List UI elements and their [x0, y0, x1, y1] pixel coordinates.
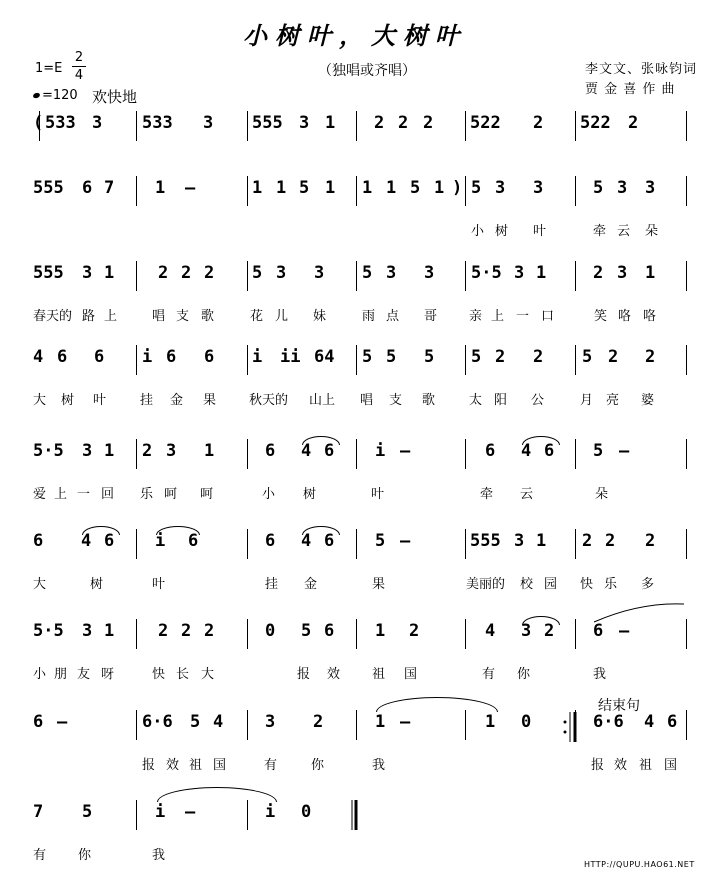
note: 7	[33, 802, 44, 822]
note: 5	[301, 621, 312, 641]
note: 1	[204, 441, 215, 461]
note: 2	[374, 113, 385, 133]
lyric: 小	[33, 667, 47, 682]
lyric: 效	[327, 667, 341, 682]
lyric: 我	[152, 848, 166, 863]
note: 2	[593, 263, 604, 283]
lyric: 一	[77, 487, 91, 502]
lyric: 阳	[494, 393, 508, 408]
note: –	[185, 802, 196, 822]
note: 2	[398, 113, 409, 133]
lyric: 支	[176, 309, 190, 324]
note: 6	[188, 531, 199, 551]
lyric: 祖	[639, 758, 653, 773]
note: 6·6	[593, 712, 624, 732]
expression-marking: 欢快地	[92, 88, 138, 106]
note: 1	[155, 178, 166, 198]
lyric: 校	[520, 577, 534, 592]
lyric: 亮	[606, 393, 620, 408]
note: 2	[158, 621, 169, 641]
note: 5	[190, 712, 201, 732]
note: 2	[142, 441, 153, 461]
lyric: 我	[372, 758, 386, 773]
lyric: 长	[176, 667, 190, 682]
note: 1	[252, 178, 263, 198]
tempo-value: =120	[42, 88, 78, 103]
lyric: 你	[78, 848, 92, 863]
lyric: 呵	[200, 487, 214, 502]
note: 5	[593, 441, 604, 461]
lyric: 我	[593, 667, 607, 682]
lyric: 有	[33, 848, 47, 863]
note: 3	[82, 621, 93, 641]
lyric: 上	[54, 487, 68, 502]
note: 555	[33, 178, 64, 198]
note: –	[400, 712, 411, 732]
note: 3	[495, 178, 506, 198]
note: –	[57, 712, 68, 732]
note: 6	[166, 347, 177, 367]
note: 2	[608, 347, 619, 367]
note: 3	[514, 531, 525, 551]
note: 4	[644, 712, 655, 732]
lyric: 太	[469, 393, 483, 408]
footer-url: HTTP://QUPU.HAO61.NET	[584, 860, 695, 869]
lyric: 一	[516, 309, 530, 324]
note: 4	[81, 531, 92, 551]
note: 5	[386, 347, 397, 367]
lyric: 你	[311, 758, 325, 773]
note: 6	[544, 441, 555, 461]
lyric: 树	[495, 224, 509, 239]
lyric: 报	[297, 667, 311, 682]
lyric: 报	[591, 758, 605, 773]
note: 2	[204, 263, 215, 283]
note: –	[619, 441, 630, 461]
performance-note: （独唱或齐唱）	[318, 63, 416, 79]
note: 3	[92, 113, 103, 133]
lyric: 大	[33, 577, 47, 592]
note: 2	[582, 531, 593, 551]
note: 5	[362, 347, 373, 367]
note: 1	[375, 712, 386, 732]
note: 1	[325, 113, 336, 133]
lyric: 爱	[33, 487, 47, 502]
note: 5	[362, 263, 373, 283]
note: 1	[104, 621, 115, 641]
lyric: 叶	[152, 577, 166, 592]
note: 5·5	[33, 441, 64, 461]
lyric: 笑	[594, 309, 608, 324]
note: 3	[166, 441, 177, 461]
note: 1	[276, 178, 287, 198]
note: i	[142, 347, 153, 367]
note: 5	[582, 347, 593, 367]
note: 6	[265, 531, 276, 551]
note: 2	[645, 347, 656, 367]
note: 2	[605, 531, 616, 551]
note: 7	[104, 178, 115, 198]
note: 4	[33, 347, 44, 367]
lyric: 果	[372, 577, 386, 592]
note: 0	[265, 621, 276, 641]
lyric: 树	[61, 393, 75, 408]
note: 0	[301, 802, 312, 822]
note: 1	[325, 178, 336, 198]
note: 3	[514, 263, 525, 283]
note: 522	[470, 113, 501, 133]
note: 6	[324, 621, 335, 641]
note: 555	[33, 263, 64, 283]
note: 3	[203, 113, 214, 133]
note: 2	[181, 621, 192, 641]
lyric: 山上	[309, 393, 336, 408]
note: 6	[33, 712, 44, 732]
lyric: 国	[664, 758, 678, 773]
note: 6	[94, 347, 105, 367]
note: 1	[104, 441, 115, 461]
note: 3	[533, 178, 544, 198]
note: 5	[424, 347, 435, 367]
lyric: 大	[201, 667, 215, 682]
lyric: 儿	[275, 309, 289, 324]
composer-credit: 贾 金 喜 作 曲	[585, 82, 676, 97]
note: 3	[82, 441, 93, 461]
note: 6	[667, 712, 678, 732]
note: 6	[204, 347, 215, 367]
note: 533	[142, 113, 173, 133]
note: 2	[533, 113, 544, 133]
lyric: 歌	[201, 309, 215, 324]
lyric: 报	[142, 758, 156, 773]
song-title: 小树叶，大树叶	[243, 21, 467, 50]
lyric: 挂	[265, 577, 279, 592]
lyric: 你	[517, 667, 531, 682]
note: 522	[580, 113, 611, 133]
note: 6	[104, 531, 115, 551]
lyric: 树	[303, 487, 317, 502]
lyric: 支	[389, 393, 403, 408]
lyric: 牵	[593, 224, 607, 239]
note: 3	[521, 621, 532, 641]
note: 3	[299, 113, 310, 133]
lyric: 牵	[480, 487, 494, 502]
note: 6	[485, 441, 496, 461]
lyric: 公	[531, 393, 545, 408]
note: 533	[45, 113, 76, 133]
lyric: 效	[614, 758, 628, 773]
note: 4	[213, 712, 224, 732]
note: 4	[301, 531, 312, 551]
lyric: 点	[386, 309, 400, 324]
lyric: 金	[170, 393, 184, 408]
note: 4	[485, 621, 496, 641]
lyric: 雨	[362, 309, 376, 324]
lyricist-credit: 李文文、张咏钧词	[585, 62, 698, 77]
note: 2	[423, 113, 434, 133]
note: 5	[593, 178, 604, 198]
note: 6	[82, 178, 93, 198]
note: 1	[362, 178, 373, 198]
lyric: 口	[541, 309, 555, 324]
lyric: 效	[166, 758, 180, 773]
note: 1	[375, 621, 386, 641]
note: 5	[471, 178, 482, 198]
note: 3	[617, 263, 628, 283]
lyric: 有	[264, 758, 278, 773]
note: i	[375, 441, 386, 461]
note: 6	[33, 531, 44, 551]
note: 1	[645, 263, 656, 283]
key-signature: 1=E	[35, 61, 63, 76]
lyric: 金	[304, 577, 318, 592]
note: 2	[495, 347, 506, 367]
lyric: 快	[152, 667, 166, 682]
note: i	[155, 531, 166, 551]
note: 5	[375, 531, 386, 551]
note: ii	[280, 347, 301, 367]
time-bottom: 4	[74, 68, 84, 83]
note: 2	[409, 621, 420, 641]
lyric: 春天的	[33, 309, 73, 324]
note: 3	[314, 263, 325, 283]
note: 2	[544, 621, 555, 641]
lyric: 大	[33, 393, 47, 408]
note: 6	[324, 441, 335, 461]
note: (	[33, 113, 44, 133]
note: 2	[533, 347, 544, 367]
lyric: 呵	[164, 487, 178, 502]
lyric: 多	[641, 577, 655, 592]
lyric: 咯	[618, 309, 632, 324]
note: 3	[424, 263, 435, 283]
note: 2	[313, 712, 324, 732]
note: 3	[265, 712, 276, 732]
lyric: 快	[580, 577, 594, 592]
lyric: 云	[617, 224, 631, 239]
lyric: 呀	[101, 667, 115, 682]
lyric: 朵	[595, 487, 609, 502]
lyric: 果	[203, 393, 217, 408]
lyric: 小	[471, 224, 485, 239]
note: 1	[536, 531, 547, 551]
note: 3	[386, 263, 397, 283]
lyric: 回	[101, 487, 115, 502]
lyric: 上	[104, 309, 118, 324]
note: 64	[314, 347, 335, 367]
note: 3	[82, 263, 93, 283]
section-label: 结束句	[598, 698, 640, 714]
note: i	[265, 802, 276, 822]
note: 2	[158, 263, 169, 283]
note: 4	[301, 441, 312, 461]
lyric: 友	[77, 667, 91, 682]
lyric: 歌	[422, 393, 436, 408]
note: 6	[57, 347, 68, 367]
note: –	[185, 178, 196, 198]
note: 5·5	[471, 263, 502, 283]
lyric: 婆	[641, 393, 655, 408]
lyric: 叶	[93, 393, 107, 408]
note: 3	[645, 178, 656, 198]
lyric: 花	[250, 309, 264, 324]
lyric: 祖	[189, 758, 203, 773]
lyric: 咯	[643, 309, 657, 324]
lyric: 亲	[469, 309, 483, 324]
note: 1	[485, 712, 496, 732]
note: 5	[410, 178, 421, 198]
note: 6	[324, 531, 335, 551]
note: 6	[593, 621, 604, 641]
note: 1	[536, 263, 547, 283]
lyric: 园	[544, 577, 558, 592]
tie-start	[594, 604, 684, 622]
lyric: 乐	[604, 577, 618, 592]
lyric: 祖	[372, 667, 386, 682]
note: 1	[434, 178, 445, 198]
lyric: 国	[404, 667, 418, 682]
note: 6	[265, 441, 276, 461]
lyric: 云	[520, 487, 534, 502]
note: 5	[252, 263, 263, 283]
note: 2	[204, 621, 215, 641]
repeat-dot	[564, 731, 567, 734]
lyric: 哥	[424, 309, 438, 324]
note: )	[452, 178, 463, 198]
repeat-dot	[564, 721, 567, 724]
lyric: 叶	[533, 224, 547, 239]
note: 2	[628, 113, 639, 133]
lyric: 国	[213, 758, 227, 773]
note: 6·6	[142, 712, 173, 732]
note: –	[619, 621, 630, 641]
note: 0	[521, 712, 532, 732]
lyric: 树	[90, 577, 104, 592]
lyric: 有	[482, 667, 496, 682]
lyric: 秋天的	[249, 393, 289, 408]
note: 3	[617, 178, 628, 198]
note: i	[155, 802, 166, 822]
note: 5	[299, 178, 310, 198]
lyric: 朋	[54, 667, 68, 682]
note: –	[400, 531, 411, 551]
lyric: 上	[491, 309, 505, 324]
lyric: 月	[580, 393, 594, 408]
note: 2	[645, 531, 656, 551]
time-top: 2	[74, 50, 84, 65]
lyric: 唱	[152, 309, 166, 324]
lyric: 朵	[645, 224, 659, 239]
note: 4	[521, 441, 532, 461]
note: i	[252, 347, 263, 367]
note: –	[400, 441, 411, 461]
note: 1	[386, 178, 397, 198]
note: 5	[82, 802, 93, 822]
lyric: 妹	[313, 309, 327, 324]
note: 555	[252, 113, 283, 133]
note: 2	[181, 263, 192, 283]
lyric: 小	[262, 487, 276, 502]
note: 555	[470, 531, 501, 551]
note: 5·5	[33, 621, 64, 641]
lyric: 唱	[360, 393, 374, 408]
lyric: 叶	[371, 487, 385, 502]
note: 3	[276, 263, 287, 283]
note: 1	[104, 263, 115, 283]
lyric: 美丽的	[466, 577, 506, 592]
lyric: 挂	[140, 393, 154, 408]
lyric: 乐	[140, 487, 154, 502]
lyric: 路	[82, 309, 96, 324]
note: 5	[471, 347, 482, 367]
